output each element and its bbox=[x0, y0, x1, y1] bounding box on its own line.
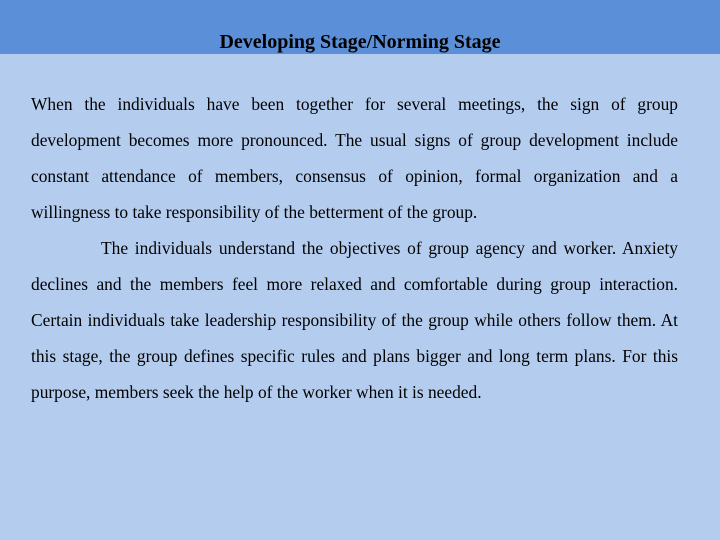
slide-title: Developing Stage/Norming Stage bbox=[219, 31, 501, 53]
paragraph-2: The individuals understand the objectives of group agency and worker. Anxiety declines and the members feel more relaxed and comfortable during group interaction. Certain individuals take leadership responsibility of the group while others follow them. At this stage, the group defines specific rules and plans bigger and long term plans. For this purpose, members seek the help of the worker when it is needed. bbox=[31, 238, 678, 402]
paragraph-1: When the individuals have been together for several meetings, the sign of group development becomes more pronounced. The usual signs of group development include constant attendance of members, consensus of opinion, formal organization and a willingness to take responsibility of the betterment of the group. bbox=[31, 94, 678, 222]
slide-body bbox=[31, 86, 678, 410]
